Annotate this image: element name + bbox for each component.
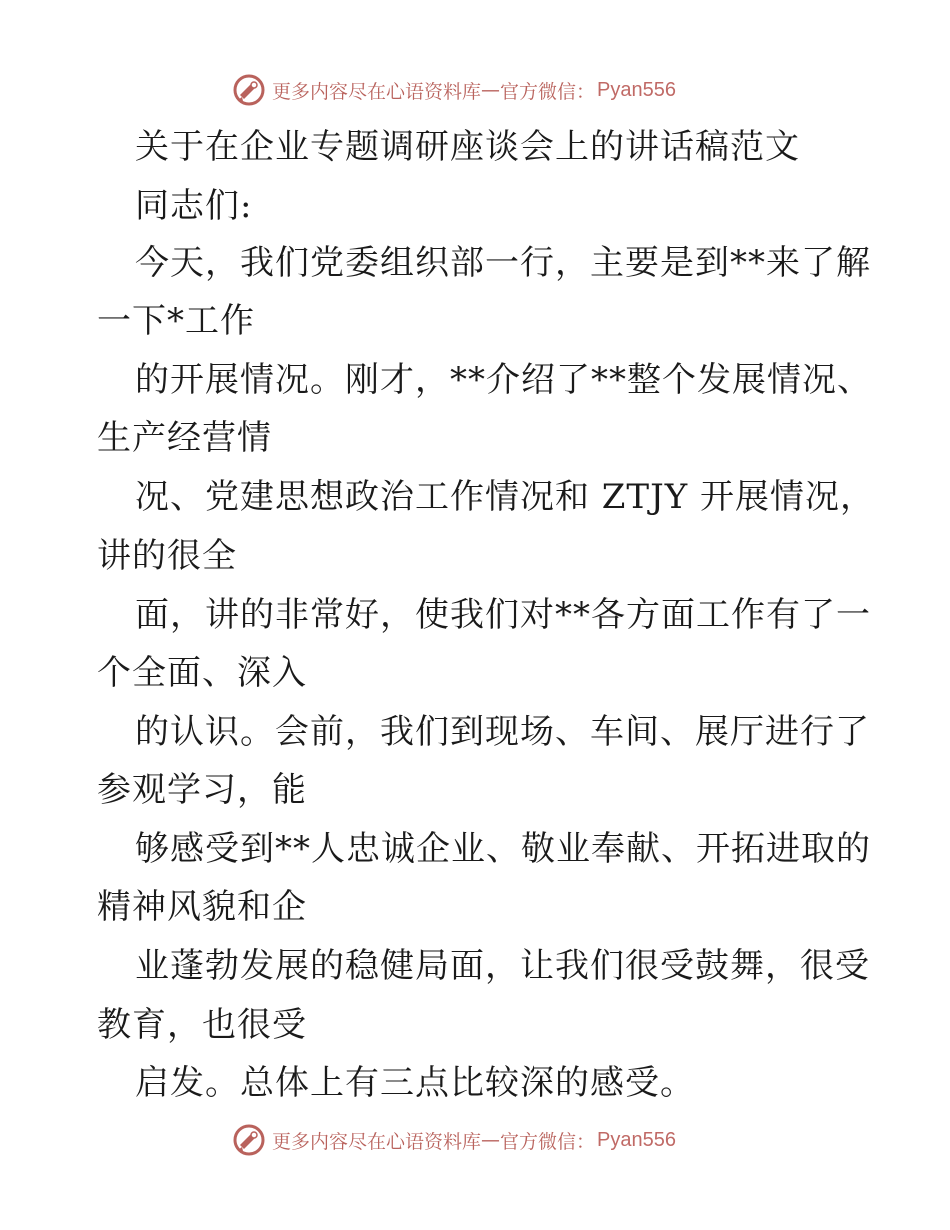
watermark-banner-top bbox=[232, 70, 676, 110]
hand-pen-logo-icon bbox=[232, 1123, 266, 1157]
body-line: 够感受到**人忠诚企业、敬业奉献、开拓进取的 bbox=[135, 829, 871, 869]
watermark-official-text: 官方微信： bbox=[500, 1130, 596, 1153]
document-title: 关于在企业专题调研座谈会上的讲话稿范文 bbox=[135, 127, 800, 167]
watermark-main-text: 更多内容尽在心语资料库 bbox=[272, 1130, 482, 1153]
body-line: 况、党建思想政治工作情况和 ZTJY 开展情况， bbox=[135, 477, 875, 517]
body-line: 个全面、深入 bbox=[97, 653, 307, 693]
body-line: 今天，我们党委组织部一行，主要是到**来了解 bbox=[135, 243, 871, 283]
body-line: 精神风貌和企 bbox=[97, 887, 307, 927]
watermark-separator: — bbox=[481, 79, 501, 101]
body-line: 业蓬勃发展的稳健局面，让我们很受鼓舞，很受 bbox=[135, 946, 870, 986]
watermark-wechat-id: Pyan556 bbox=[597, 1128, 676, 1151]
hand-pen-logo-icon bbox=[232, 73, 266, 107]
body-line: 讲的很全 bbox=[97, 536, 237, 576]
watermark-main-text: 更多内容尽在心语资料库 bbox=[272, 80, 482, 103]
salutation: 同志们: bbox=[135, 186, 253, 226]
body-line: 生产经营情 bbox=[97, 418, 272, 458]
watermark-official-text: 官方微信： bbox=[500, 80, 596, 103]
watermark-wechat-id: Pyan556 bbox=[597, 78, 676, 101]
watermark-banner-bottom bbox=[232, 1120, 676, 1160]
body-line: 的开展情况。刚才，**介绍了**整个发展情况、 bbox=[135, 360, 872, 400]
watermark-separator: — bbox=[481, 1129, 501, 1151]
body-line: 一下*工作 bbox=[97, 301, 255, 341]
body-line: 启发。总体上有三点比较深的感受。 bbox=[135, 1063, 695, 1103]
body-line: 教育，也很受 bbox=[97, 1005, 307, 1045]
body-line: 参观学习，能 bbox=[97, 770, 307, 810]
body-line: 的认识。会前，我们到现场、车间、展厅进行了 bbox=[135, 712, 870, 752]
body-line: 面，讲的非常好，使我们对**各方面工作有了一 bbox=[135, 595, 871, 635]
